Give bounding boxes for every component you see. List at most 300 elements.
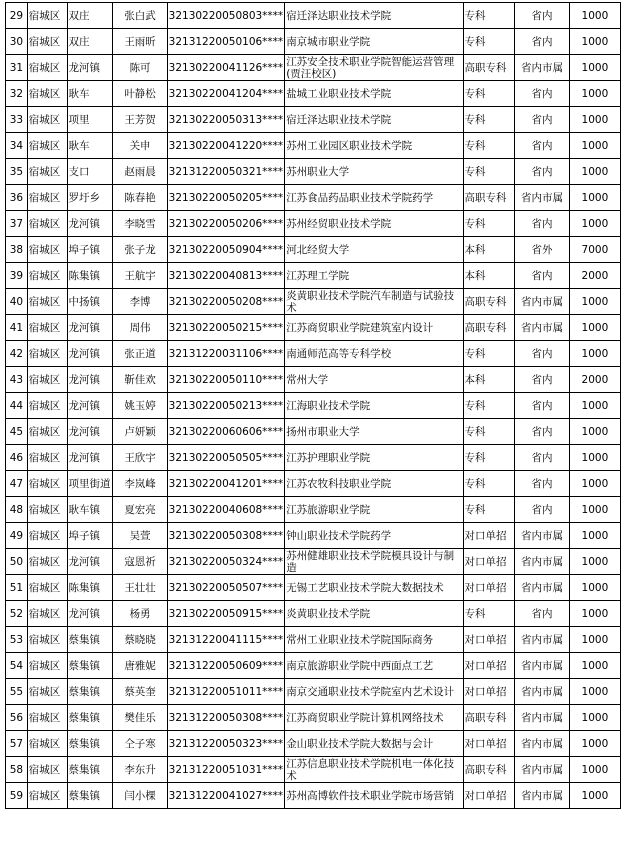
township-cell: 埠子镇 — [67, 237, 113, 263]
table-body — [6, 3, 621, 809]
education-level-cell: 专科 — [463, 601, 515, 627]
table-row — [6, 237, 621, 263]
school-location-cell: 省内 — [515, 107, 570, 133]
table-row — [6, 55, 621, 81]
township-cell: 罗圩乡 — [67, 185, 113, 211]
row-number-cell: 53 — [6, 627, 28, 653]
school-location-cell: 省内 — [515, 341, 570, 367]
district-cell: 宿城区 — [27, 653, 67, 679]
education-level-cell: 专科 — [463, 3, 515, 29]
subsidy-amount-cell: 1000 — [569, 419, 620, 445]
school-location-cell: 省内市属 — [515, 55, 570, 81]
id-number-cell: 32131220050106**** — [167, 29, 285, 55]
student-name-cell: 李岚峰 — [113, 471, 167, 497]
id-number-cell: 32130220050904**** — [167, 237, 285, 263]
student-name-cell: 蔡晓晓 — [113, 627, 167, 653]
school-location-cell: 省内 — [515, 393, 570, 419]
education-level-cell: 对口单招 — [463, 627, 515, 653]
row-number-cell: 46 — [6, 445, 28, 471]
row-number-cell: 42 — [6, 341, 28, 367]
subsidy-amount-cell: 1000 — [569, 185, 620, 211]
student-name-cell: 周伟 — [113, 315, 167, 341]
education-level-cell: 高职专科 — [463, 289, 515, 315]
id-number-cell: 32131220041115**** — [167, 627, 285, 653]
school-and-major-cell: 江苏信息职业技术学院机电一体化技术 — [285, 757, 463, 783]
school-location-cell: 省内 — [515, 211, 570, 237]
id-number-cell: 32130220050803**** — [167, 3, 285, 29]
district-cell: 宿城区 — [27, 445, 67, 471]
township-cell: 蔡集镇 — [67, 679, 113, 705]
district-cell: 宿城区 — [27, 81, 67, 107]
table-row — [6, 185, 621, 211]
school-location-cell: 省内 — [515, 367, 570, 393]
school-location-cell: 省内市属 — [515, 731, 570, 757]
township-cell: 中扬镇 — [67, 289, 113, 315]
student-name-cell: 王航宇 — [113, 263, 167, 289]
table-row — [6, 653, 621, 679]
subsidy-amount-cell: 1000 — [569, 3, 620, 29]
id-number-cell: 32131220041027**** — [167, 783, 285, 809]
student-name-cell: 李东升 — [113, 757, 167, 783]
row-number-cell: 33 — [6, 107, 28, 133]
school-location-cell: 省内市属 — [515, 575, 570, 601]
subsidy-amount-cell: 1000 — [569, 653, 620, 679]
subsidy-amount-cell: 1000 — [569, 783, 620, 809]
school-location-cell: 省内市属 — [515, 705, 570, 731]
student-name-cell: 张子龙 — [113, 237, 167, 263]
school-location-cell: 省内市属 — [515, 289, 570, 315]
education-level-cell: 专科 — [463, 159, 515, 185]
row-number-cell: 56 — [6, 705, 28, 731]
school-location-cell: 省内 — [515, 29, 570, 55]
id-number-cell: 32130220050213**** — [167, 393, 285, 419]
row-number-cell: 44 — [6, 393, 28, 419]
id-number-cell: 32130220040813**** — [167, 263, 285, 289]
student-name-cell: 叶静松 — [113, 81, 167, 107]
township-cell: 陈集镇 — [67, 575, 113, 601]
school-and-major-cell: 江苏食品药品职业技术学院药学 — [285, 185, 463, 211]
row-number-cell: 39 — [6, 263, 28, 289]
school-and-major-cell: 江海职业技术学院 — [285, 393, 463, 419]
school-location-cell: 省内 — [515, 3, 570, 29]
school-location-cell: 省内市属 — [515, 679, 570, 705]
row-number-cell: 36 — [6, 185, 28, 211]
district-cell: 宿城区 — [27, 705, 67, 731]
school-and-major-cell: 苏州工业园区职业技术学院 — [285, 133, 463, 159]
row-number-cell: 35 — [6, 159, 28, 185]
school-and-major-cell: 江苏旅游职业学院 — [285, 497, 463, 523]
id-number-cell: 32131220050609**** — [167, 653, 285, 679]
row-number-cell: 43 — [6, 367, 28, 393]
table-row — [6, 393, 621, 419]
district-cell: 宿城区 — [27, 237, 67, 263]
school-and-major-cell: 宿迁泽达职业技术学院 — [285, 107, 463, 133]
table-row — [6, 679, 621, 705]
table-row — [6, 29, 621, 55]
table-row — [6, 601, 621, 627]
school-and-major-cell: 炎黄职业技术学院汽车制造与试验技术 — [285, 289, 463, 315]
school-location-cell: 省内 — [515, 263, 570, 289]
school-location-cell: 省内 — [515, 133, 570, 159]
student-subsidy-table — [5, 2, 621, 809]
subsidy-amount-cell: 1000 — [569, 315, 620, 341]
subsidy-amount-cell: 1000 — [569, 445, 620, 471]
student-name-cell: 闫小棵 — [113, 783, 167, 809]
district-cell: 宿城区 — [27, 419, 67, 445]
subsidy-amount-cell: 1000 — [569, 705, 620, 731]
id-number-cell: 32130220050507**** — [167, 575, 285, 601]
row-number-cell: 30 — [6, 29, 28, 55]
school-location-cell: 省内 — [515, 159, 570, 185]
education-level-cell: 本科 — [463, 237, 515, 263]
school-and-major-cell: 苏州经贸职业技术学院 — [285, 211, 463, 237]
subsidy-amount-cell: 1000 — [569, 731, 620, 757]
township-cell: 龙河镇 — [67, 367, 113, 393]
township-cell: 陈集镇 — [67, 263, 113, 289]
school-location-cell: 省内 — [515, 81, 570, 107]
id-number-cell: 32130220041126**** — [167, 55, 285, 81]
education-level-cell: 对口单招 — [463, 549, 515, 575]
table-row — [6, 575, 621, 601]
school-and-major-cell: 无锡工艺职业技术学院大数据技术 — [285, 575, 463, 601]
row-number-cell: 34 — [6, 133, 28, 159]
township-cell: 项里街道 — [67, 471, 113, 497]
school-location-cell: 省外 — [515, 237, 570, 263]
education-level-cell: 专科 — [463, 419, 515, 445]
education-level-cell: 对口单招 — [463, 679, 515, 705]
table-row — [6, 757, 621, 783]
school-and-major-cell: 江苏安全技术职业学院智能运营管理(贾汪校区) — [285, 55, 463, 81]
township-cell: 蔡集镇 — [67, 627, 113, 653]
subsidy-amount-cell: 1000 — [569, 601, 620, 627]
student-name-cell: 靳佳欢 — [113, 367, 167, 393]
township-cell: 龙河镇 — [67, 211, 113, 237]
district-cell: 宿城区 — [27, 575, 67, 601]
row-number-cell: 47 — [6, 471, 28, 497]
school-location-cell: 省内市属 — [515, 549, 570, 575]
id-number-cell: 32131220050323**** — [167, 731, 285, 757]
township-cell: 龙河镇 — [67, 341, 113, 367]
district-cell: 宿城区 — [27, 159, 67, 185]
subsidy-amount-cell: 1000 — [569, 393, 620, 419]
school-and-major-cell: 宿迁泽达职业技术学院 — [285, 3, 463, 29]
id-number-cell: 32131220050321**** — [167, 159, 285, 185]
student-name-cell: 蔡英奎 — [113, 679, 167, 705]
education-level-cell: 对口单招 — [463, 731, 515, 757]
education-level-cell: 专科 — [463, 133, 515, 159]
education-level-cell: 专科 — [463, 497, 515, 523]
district-cell: 宿城区 — [27, 549, 67, 575]
student-name-cell: 王芳贺 — [113, 107, 167, 133]
township-cell: 埠子镇 — [67, 523, 113, 549]
education-level-cell: 本科 — [463, 367, 515, 393]
id-number-cell: 32130220050915**** — [167, 601, 285, 627]
student-name-cell: 卢妍颖 — [113, 419, 167, 445]
school-and-major-cell: 钟山职业技术学院药学 — [285, 523, 463, 549]
subsidy-amount-cell: 7000 — [569, 237, 620, 263]
township-cell: 龙河镇 — [67, 419, 113, 445]
student-name-cell: 吴萱 — [113, 523, 167, 549]
student-name-cell: 姚玉婷 — [113, 393, 167, 419]
table-row — [6, 289, 621, 315]
school-location-cell: 省内市属 — [515, 627, 570, 653]
subsidy-amount-cell: 1000 — [569, 523, 620, 549]
education-level-cell: 专科 — [463, 29, 515, 55]
row-number-cell: 32 — [6, 81, 28, 107]
township-cell: 双庄 — [67, 3, 113, 29]
student-name-cell: 张白武 — [113, 3, 167, 29]
township-cell: 蔡集镇 — [67, 731, 113, 757]
education-level-cell: 高职专科 — [463, 185, 515, 211]
school-and-major-cell: 南京交通职业技术学院室内艺术设计 — [285, 679, 463, 705]
id-number-cell: 32131220051011**** — [167, 679, 285, 705]
school-and-major-cell: 苏州高博软件技术职业学院市场营销 — [285, 783, 463, 809]
table-row — [6, 445, 621, 471]
student-name-cell: 王雨昕 — [113, 29, 167, 55]
subsidy-amount-cell: 1000 — [569, 549, 620, 575]
school-location-cell: 省内 — [515, 497, 570, 523]
table-row — [6, 705, 621, 731]
table-row — [6, 315, 621, 341]
subsidy-amount-cell: 2000 — [569, 263, 620, 289]
school-location-cell: 省内 — [515, 471, 570, 497]
subsidy-amount-cell: 1000 — [569, 211, 620, 237]
school-and-major-cell: 江苏护理职业学院 — [285, 445, 463, 471]
student-name-cell: 樊佳乐 — [113, 705, 167, 731]
student-name-cell: 张正道 — [113, 341, 167, 367]
school-and-major-cell: 盐城工业职业技术学院 — [285, 81, 463, 107]
township-cell: 龙河镇 — [67, 55, 113, 81]
table-row — [6, 81, 621, 107]
table-row — [6, 627, 621, 653]
subsidy-amount-cell: 1000 — [569, 133, 620, 159]
school-location-cell: 省内 — [515, 601, 570, 627]
education-level-cell: 专科 — [463, 393, 515, 419]
township-cell: 龙河镇 — [67, 549, 113, 575]
student-name-cell: 赵雨晨 — [113, 159, 167, 185]
education-level-cell: 高职专科 — [463, 757, 515, 783]
district-cell: 宿城区 — [27, 731, 67, 757]
school-and-major-cell: 江苏商贸职业学院计算机网络技术 — [285, 705, 463, 731]
row-number-cell: 31 — [6, 55, 28, 81]
district-cell: 宿城区 — [27, 263, 67, 289]
township-cell: 蔡集镇 — [67, 705, 113, 731]
district-cell: 宿城区 — [27, 367, 67, 393]
school-and-major-cell: 江苏农牧科技职业学院 — [285, 471, 463, 497]
student-name-cell: 王欣宇 — [113, 445, 167, 471]
subsidy-amount-cell: 1000 — [569, 81, 620, 107]
subsidy-amount-cell: 1000 — [569, 159, 620, 185]
id-number-cell: 32130220050308**** — [167, 523, 285, 549]
subsidy-amount-cell: 1000 — [569, 107, 620, 133]
id-number-cell: 32130220050206**** — [167, 211, 285, 237]
table-row — [6, 497, 621, 523]
district-cell: 宿城区 — [27, 133, 67, 159]
district-cell: 宿城区 — [27, 29, 67, 55]
student-name-cell: 李晓雪 — [113, 211, 167, 237]
education-level-cell: 高职专科 — [463, 315, 515, 341]
school-and-major-cell: 江苏理工学院 — [285, 263, 463, 289]
district-cell: 宿城区 — [27, 211, 67, 237]
id-number-cell: 32130220050205**** — [167, 185, 285, 211]
township-cell: 支口 — [67, 159, 113, 185]
table-row — [6, 549, 621, 575]
school-and-major-cell: 常州大学 — [285, 367, 463, 393]
school-and-major-cell: 金山职业技术学院大数据与会计 — [285, 731, 463, 757]
school-and-major-cell: 河北经贸大学 — [285, 237, 463, 263]
education-level-cell: 专科 — [463, 341, 515, 367]
district-cell: 宿城区 — [27, 341, 67, 367]
education-level-cell: 本科 — [463, 263, 515, 289]
township-cell: 耿车镇 — [67, 497, 113, 523]
school-and-major-cell: 苏州健雄职业技术学院模具设计与制造 — [285, 549, 463, 575]
row-number-cell: 38 — [6, 237, 28, 263]
subsidy-amount-cell: 1000 — [569, 575, 620, 601]
row-number-cell: 37 — [6, 211, 28, 237]
row-number-cell: 54 — [6, 653, 28, 679]
table-row — [6, 419, 621, 445]
township-cell: 双庄 — [67, 29, 113, 55]
school-location-cell: 省内市属 — [515, 757, 570, 783]
student-name-cell: 关申 — [113, 133, 167, 159]
education-level-cell: 专科 — [463, 471, 515, 497]
table-row — [6, 263, 621, 289]
township-cell: 龙河镇 — [67, 601, 113, 627]
id-number-cell: 32130220041204**** — [167, 81, 285, 107]
student-name-cell: 陈春艳 — [113, 185, 167, 211]
student-name-cell: 仝子寒 — [113, 731, 167, 757]
table-row — [6, 211, 621, 237]
township-cell: 蔡集镇 — [67, 783, 113, 809]
id-number-cell: 32130220050313**** — [167, 107, 285, 133]
district-cell: 宿城区 — [27, 627, 67, 653]
row-number-cell: 55 — [6, 679, 28, 705]
school-and-major-cell: 炎黄职业技术学院 — [285, 601, 463, 627]
id-number-cell: 32130220050324**** — [167, 549, 285, 575]
district-cell: 宿城区 — [27, 289, 67, 315]
school-and-major-cell: 扬州市职业大学 — [285, 419, 463, 445]
id-number-cell: 32131220031106**** — [167, 341, 285, 367]
education-level-cell: 对口单招 — [463, 575, 515, 601]
subsidy-amount-cell: 1000 — [569, 55, 620, 81]
id-number-cell: 32130220050110**** — [167, 367, 285, 393]
township-cell: 耿车 — [67, 81, 113, 107]
education-level-cell: 专科 — [463, 107, 515, 133]
school-location-cell: 省内市属 — [515, 783, 570, 809]
row-number-cell: 59 — [6, 783, 28, 809]
row-number-cell: 40 — [6, 289, 28, 315]
student-name-cell: 杨勇 — [113, 601, 167, 627]
student-name-cell: 寇恩祈 — [113, 549, 167, 575]
row-number-cell: 50 — [6, 549, 28, 575]
subsidy-amount-cell: 1000 — [569, 627, 620, 653]
row-number-cell: 45 — [6, 419, 28, 445]
district-cell: 宿城区 — [27, 315, 67, 341]
school-and-major-cell: 南通师范高等专科学校 — [285, 341, 463, 367]
table-row — [6, 133, 621, 159]
education-level-cell: 专科 — [463, 81, 515, 107]
id-number-cell: 32130220050208**** — [167, 289, 285, 315]
row-number-cell: 49 — [6, 523, 28, 549]
student-name-cell: 唐雅妮 — [113, 653, 167, 679]
row-number-cell: 57 — [6, 731, 28, 757]
row-number-cell: 52 — [6, 601, 28, 627]
id-number-cell: 32130220050505**** — [167, 445, 285, 471]
school-location-cell: 省内市属 — [515, 315, 570, 341]
student-name-cell: 陈可 — [113, 55, 167, 81]
school-and-major-cell: 南京城市职业学院 — [285, 29, 463, 55]
subsidy-amount-cell: 2000 — [569, 367, 620, 393]
district-cell: 宿城区 — [27, 497, 67, 523]
row-number-cell: 51 — [6, 575, 28, 601]
student-name-cell: 王壮壮 — [113, 575, 167, 601]
subsidy-amount-cell: 1000 — [569, 29, 620, 55]
school-location-cell: 省内 — [515, 445, 570, 471]
school-location-cell: 省内 — [515, 419, 570, 445]
school-and-major-cell: 苏州职业大学 — [285, 159, 463, 185]
subsidy-amount-cell: 1000 — [569, 497, 620, 523]
township-cell: 耿车 — [67, 133, 113, 159]
district-cell: 宿城区 — [27, 393, 67, 419]
district-cell: 宿城区 — [27, 523, 67, 549]
district-cell: 宿城区 — [27, 471, 67, 497]
township-cell: 龙河镇 — [67, 445, 113, 471]
subsidy-amount-cell: 1000 — [569, 757, 620, 783]
student-name-cell: 夏宏亮 — [113, 497, 167, 523]
id-number-cell: 32130220041201**** — [167, 471, 285, 497]
district-cell: 宿城区 — [27, 55, 67, 81]
township-cell: 蔡集镇 — [67, 757, 113, 783]
table-row — [6, 471, 621, 497]
district-cell: 宿城区 — [27, 757, 67, 783]
row-number-cell: 29 — [6, 3, 28, 29]
district-cell: 宿城区 — [27, 107, 67, 133]
table-row — [6, 731, 621, 757]
education-level-cell: 对口单招 — [463, 523, 515, 549]
row-number-cell: 48 — [6, 497, 28, 523]
subsidy-amount-cell: 1000 — [569, 341, 620, 367]
subsidy-amount-cell: 1000 — [569, 679, 620, 705]
district-cell: 宿城区 — [27, 3, 67, 29]
id-number-cell: 32131220050308**** — [167, 705, 285, 731]
table-row — [6, 107, 621, 133]
education-level-cell: 对口单招 — [463, 653, 515, 679]
id-number-cell: 32130220041220**** — [167, 133, 285, 159]
township-cell: 龙河镇 — [67, 315, 113, 341]
table-row — [6, 341, 621, 367]
id-number-cell: 32130220060606**** — [167, 419, 285, 445]
district-cell: 宿城区 — [27, 679, 67, 705]
id-number-cell: 32131220051031**** — [167, 757, 285, 783]
district-cell: 宿城区 — [27, 185, 67, 211]
education-level-cell: 高职专科 — [463, 55, 515, 81]
table-row — [6, 3, 621, 29]
district-cell: 宿城区 — [27, 601, 67, 627]
district-cell: 宿城区 — [27, 783, 67, 809]
school-and-major-cell: 江苏商贸职业学院建筑室内设计 — [285, 315, 463, 341]
township-cell: 项里 — [67, 107, 113, 133]
student-name-cell: 李博 — [113, 289, 167, 315]
school-location-cell: 省内市属 — [515, 653, 570, 679]
school-and-major-cell: 南京旅游职业学院中西面点工艺 — [285, 653, 463, 679]
row-number-cell: 41 — [6, 315, 28, 341]
table-row — [6, 523, 621, 549]
school-and-major-cell: 常州工业职业技术学院国际商务 — [285, 627, 463, 653]
school-location-cell: 省内市属 — [515, 523, 570, 549]
education-level-cell: 专科 — [463, 445, 515, 471]
school-location-cell: 省内市属 — [515, 185, 570, 211]
township-cell: 龙河镇 — [67, 393, 113, 419]
